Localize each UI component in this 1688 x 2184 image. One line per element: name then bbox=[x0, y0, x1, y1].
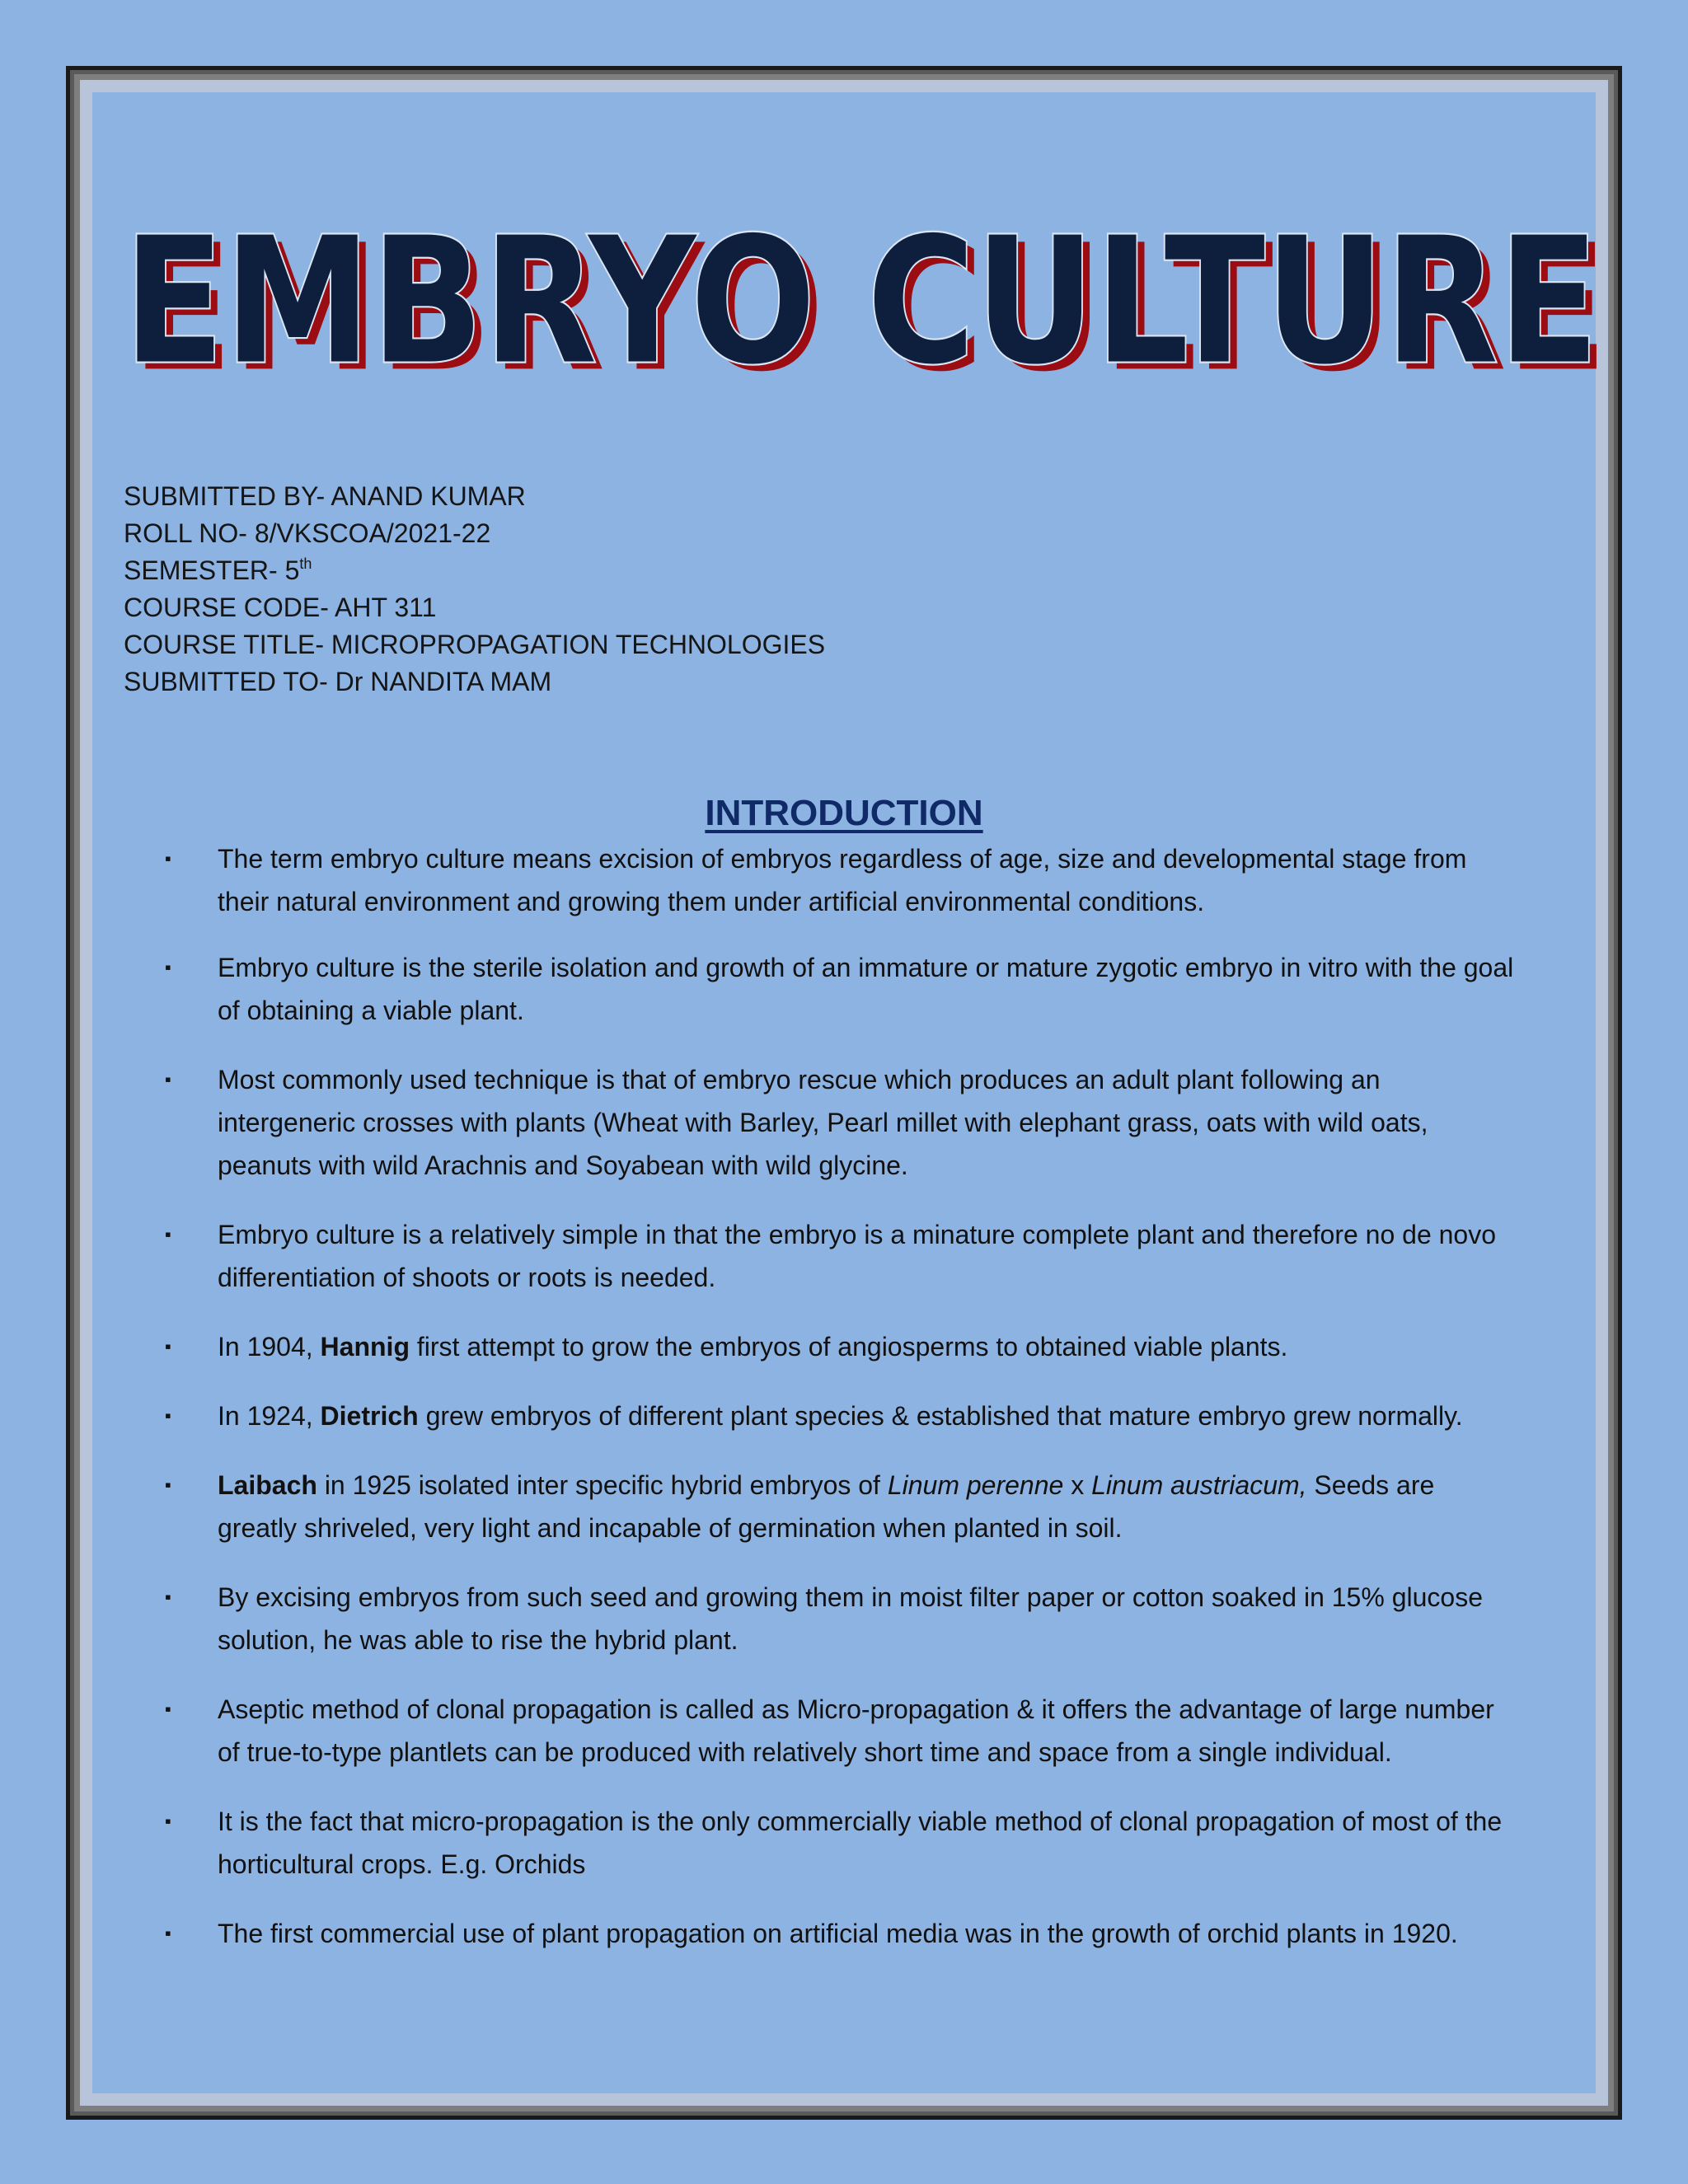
list-item bbox=[165, 837, 1517, 923]
bullet-icon: ▪ bbox=[165, 1474, 171, 1495]
item-text: x bbox=[1063, 1470, 1092, 1500]
submitted-to: SUBMITTED TO- Dr NANDITA MAM bbox=[124, 667, 552, 696]
page-border-mid bbox=[74, 74, 1614, 2111]
list-item bbox=[165, 1688, 1517, 1774]
title-shadow: EMBRYO CULTURE bbox=[132, 208, 1607, 410]
list-item bbox=[165, 1800, 1517, 1886]
list-item bbox=[165, 1576, 1517, 1661]
list-item-text: Embryo culture is a relatively simple in that the embryo is a minature complete plant and therefore no de novo differentiation of shoots or roots is needed. bbox=[218, 1220, 1497, 1292]
species-name: Linum perenne bbox=[887, 1470, 1064, 1500]
page-title: EMBRYO CULTURE bbox=[124, 208, 1599, 404]
list-item-text: By excising embryos from such seed and growing them in moist filter paper or cotton soaked in 15% glucose solution, he was able to rise the hybrid plant. bbox=[218, 1582, 1483, 1655]
title-wordart bbox=[124, 208, 1607, 422]
scientist-name: Laibach bbox=[218, 1470, 317, 1500]
list-item-text: Most commonly used technique is that of embryo rescue which produces an adult plant following an intergeneric crosses with plants (Wheat with Barley, Pearl millet with elephant grass, oats with wild oats, peanuts with wild Arachnis and Soyabean with wild glycine. bbox=[218, 1065, 1428, 1180]
bullet-icon: ▪ bbox=[165, 1224, 171, 1244]
list-item bbox=[165, 1464, 1517, 1549]
page-border bbox=[66, 66, 1622, 2120]
list-item bbox=[165, 1058, 1517, 1187]
submission-info bbox=[124, 478, 825, 701]
list-item-text: The term embryo culture means excision of embryos regardless of age, size and developmental stage from their natural environment and growing them under artificial environmental conditions. bbox=[218, 844, 1467, 916]
item-text: grew embryos of different plant species & established that mature embryo grew normally. bbox=[418, 1401, 1463, 1431]
scientist-name: Hannig bbox=[320, 1332, 410, 1361]
item-text: first attempt to grow the embryos of angiosperms to obtained viable plants. bbox=[409, 1332, 1288, 1361]
bullet-icon: ▪ bbox=[165, 1811, 171, 1831]
bullet-icon: ▪ bbox=[165, 1923, 171, 1943]
item-text: Seeds are greatly shriveled, very light and incapable of germination when planted in soil. bbox=[218, 1470, 1435, 1543]
list-item bbox=[165, 946, 1517, 1032]
list-item-text: Aseptic method of clonal propagation is called as Micro-propagation & it offers the advantage of large number of true-to-type plantlets can be produced with relatively short time and space from a single individual. bbox=[218, 1694, 1494, 1767]
species-name: Linum austriacum, bbox=[1091, 1470, 1307, 1500]
introduction-list bbox=[165, 837, 1517, 1955]
bullet-icon: ▪ bbox=[165, 848, 171, 869]
list-item bbox=[165, 1213, 1517, 1299]
semester-suffix: th bbox=[299, 555, 312, 572]
item-text: in 1925 isolated inter specific hybrid embryos of bbox=[316, 1470, 888, 1500]
bullet-icon: ▪ bbox=[165, 1069, 171, 1090]
introduction-heading: INTRODUCTION bbox=[705, 793, 983, 833]
list-item-text: The first commercial use of plant propagation on artificial media was in the growth of orchid plants in 1920. bbox=[218, 1919, 1458, 1948]
list-item bbox=[165, 1394, 1517, 1437]
semester-value: SEMESTER- 5 bbox=[124, 555, 300, 585]
page-border-inner bbox=[80, 80, 1608, 2106]
list-item-text: Embryo culture is the sterile isolation and growth of an immature or mature zygotic embryo in vitro with the goal of obtaining a viable plant. bbox=[218, 953, 1514, 1025]
bullet-icon: ▪ bbox=[165, 1586, 171, 1607]
page-content bbox=[92, 92, 1607, 2093]
bullet-icon: ▪ bbox=[165, 1336, 171, 1357]
list-item-text: It is the fact that micro-propagation is the only commercially viable method of clonal propagation of most of the horticultural crops. E.g. Orchids bbox=[218, 1807, 1503, 1879]
bullet-icon: ▪ bbox=[165, 957, 171, 977]
course-title: COURSE TITLE- MICROPROPAGATION TECHNOLOGIES bbox=[124, 630, 826, 659]
semester bbox=[124, 552, 825, 589]
roll-no: ROLL NO- 8/VKSCOA/2021-22 bbox=[124, 518, 491, 548]
submitted-by: SUBMITTED BY- ANAND KUMAR bbox=[124, 481, 526, 511]
scientist-name: Dietrich bbox=[320, 1401, 419, 1431]
bullet-icon: ▪ bbox=[165, 1699, 171, 1719]
bullet-icon: ▪ bbox=[165, 1405, 171, 1426]
item-text: In 1924, bbox=[218, 1401, 321, 1431]
course-code: COURSE CODE- AHT 311 bbox=[124, 593, 437, 622]
item-text: In 1904, bbox=[218, 1332, 321, 1361]
list-item bbox=[165, 1912, 1517, 1955]
list-item bbox=[165, 1325, 1517, 1368]
